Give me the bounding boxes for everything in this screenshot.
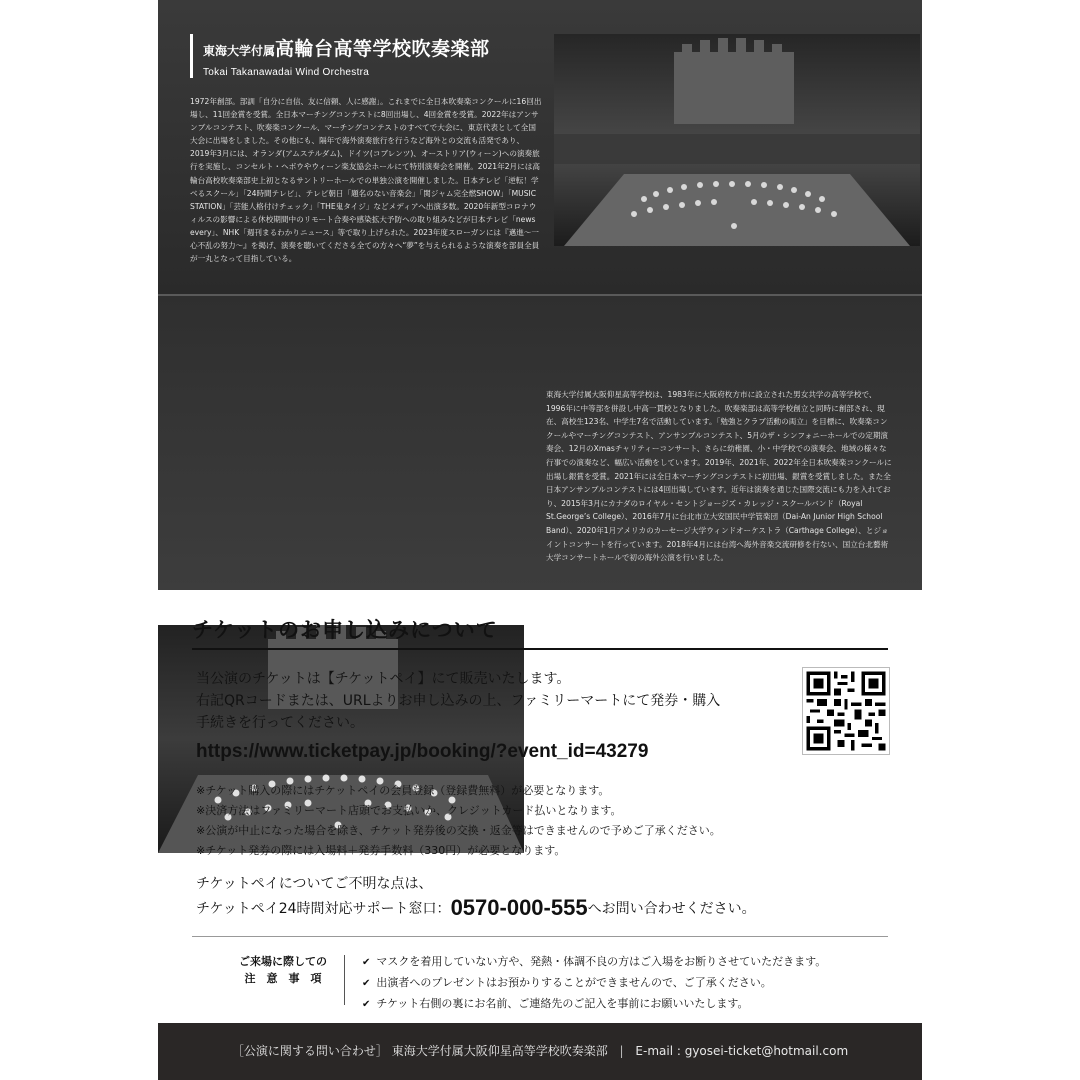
caution-heading-line-1: ご来場に際しての (239, 955, 327, 968)
band-gyosei-prefix: 東海大学付属 (570, 632, 643, 646)
ticket-support-info (196, 872, 756, 921)
ticket-note: ※チケット発券の際には入場料＋発券手数料（330円）が必要となります。 (196, 844, 566, 857)
support-label: チケットペイ24時間対応サポート窓口： (196, 901, 451, 917)
ticket-intro-line: 当公演のチケットは【チケットペイ】にて販売いたします。 (196, 671, 571, 687)
ticket-note: ※公演が中止になった場合を除き、チケット発券後の交換・返金等はできませんので予めご了承ください。 (196, 824, 721, 837)
caution-list (362, 952, 826, 1015)
ticket-note: ※決済方法はファミリーマート店頭でお支払いか、クレジットカード払いとなります。 (196, 804, 622, 817)
support-suffix: へお問い合わせください。 (587, 901, 756, 917)
caution-vertical-divider (344, 955, 345, 1005)
ticket-intro-line: 右記QRコードまたは、URLよりお申し込みの上、ファミリーマートにて発券・購入 (196, 693, 721, 709)
band-gyosei-name: 大阪仰星高等学校吹奏楽部 (642, 626, 877, 648)
band-takanawadai-prefix: 東海大学付属 (203, 44, 276, 58)
band-takanawadai-photo (554, 34, 920, 246)
footer-separator: | (619, 1044, 624, 1058)
band-takanawadai-description: 1972年創部。部訓「自分に自信、友に信頼、人に感謝」。これまでに全日本吹奏楽コンクールに16回出場し、11回金賞を受賞。全日本マーチングコンテストに8回出場し、4回金賞を受賞。2022年はアンサンブルコンテスト、吹奏楽コンクール、マーチングコンテストのすべてで大会に、東京代表として全国大会に出場をしました。その他にも、隔年で海外演奏旅行を行うなど海外との交流も活発であり、2019年3月には、オランダ(アムステルダム)、ドイツ(コブレンツ)、オーストリア(ウィーン)への演奏旅行を実施し、コンセルト・ヘボウやウィーン楽友協会ホールにて特別演奏会を開催。2021年2月には高輪台高校吹奏楽部史上初となるサントリーホールでの単独公演を開催しました。日本テレビ「逆転！学べるスクール」「24時間テレビ」、テレビ朝日「題名のない音楽会」「関ジャム完全燃SHOW」「MUSIC STATION」「芸能人格付けチェック」「THE鬼タイジ」などメディアへ出演多数。2020年新型コロナウィルスの影響による休校期間中のリモート合奏や感染拡大予防への取り組みなどが日本テレビ「news every」、NHK「週刊まるわかりニュース」等で取り上げられた。2023年度スローガンには『邁進〜一心不乱の努力〜』を掲げ、演奏を聴いてくださる全ての方々へ“夢”を与えられるような演奏を部員全員が一丸となって目指している。 (190, 97, 542, 264)
caution-item: ✔ マスクを着用していない方や、発熱・体調不良の方はご入場をお断りさせていただきます。 (362, 952, 826, 973)
footer-contact-label: ［公演に関する問い合わせ］ (231, 1044, 388, 1058)
footer-contact-bar (158, 1023, 922, 1080)
band-takanawadai-english-name: Tokai Takanawadai Wind Orchestra (203, 67, 370, 78)
support-line-1: チケットペイについてご不明な点は、 (196, 876, 433, 892)
caution-divider-rule (192, 936, 888, 937)
ticket-intro (196, 668, 756, 734)
band-gyosei-heading (571, 622, 890, 666)
band-takanawadai-section (158, 0, 922, 296)
caution-item: ✔ チケット右側の裏にお名前、ご連絡先のご記入を事前にお願いいたします。 (362, 994, 826, 1015)
caution-heading-line-2: 注 意 事 項 (244, 972, 322, 985)
ticket-note: ※チケット購入の際にはチケットペイの会員登録（登録費無料）が必要となります。 (196, 784, 610, 797)
flyer-page (158, 0, 922, 1080)
band-takanawadai-name: 高輪台高等学校吹奏楽部 (275, 38, 490, 60)
ticket-qr-code[interactable] (802, 667, 890, 755)
ticket-section-title: チケットのお申し込みについて (192, 618, 498, 642)
ticket-notes (196, 781, 721, 861)
support-phone-number[interactable]: 0570-000-555 (450, 895, 588, 920)
band-gyosei-english-name: Tokai Gyosei Symphonic Band (733, 655, 877, 666)
caution-item: ✔ 出演者へのプレゼントはお預かりすることができませんので、ご了承ください。 (362, 973, 826, 994)
ticket-intro-line: 手続きを行ってください。 (196, 715, 364, 731)
support-line-2 (196, 896, 756, 921)
band-takanawadai-heading (190, 34, 490, 78)
footer-contact-org: 東海大学付属大阪仰星高等学校吹奏楽部 (391, 1044, 608, 1058)
ticket-title-rule (192, 648, 888, 650)
caution-heading (218, 953, 348, 987)
footer-email-link[interactable]: E-mail : gyosei-ticket@hotmail.com (635, 1044, 849, 1058)
band-gyosei-description: 東海大学付属大阪仰星高等学校は、1983年に大阪府枚方市に設立された男女共学の高等学校で、1996年に中等部を併設し中高一貫校となりました。吹奏楽部は高等学校創立と同時に創部され、現在、高校生123名、中学生7名で活動しています。「勉強とクラブ活動の両立」を目標に、吹奏楽コンクールやマーチングコンテスト、アンサンブルコンテスト、5月のザ・シンフォニーホールでの定期演奏会、12月のXmasチャリティーコンサート、さらに幼稚園、小・中学校での演奏会、地域の様々な行事での演奏など、幅広い活動をしています。2019年、2021年、2022年全日本吹奏楽コンクールに出場し銀賞を受賞。2021年には全日本マーチングコンテストに初出場、銀賞を受賞しました。また全日本アンサンブルコンテストには4回出場しています。近年は演奏を通じた国際交流にも力を入れており、2015年3月にカナダのロイヤル・セントジョージズ・カレッジ・スクールバンド（Royal St.George’s College）、2016年7月に台北市立大安国民中学管楽団（Dai-An Junior High School Band）、2020年1月アメリカのカーセージ大学ウィンドオーケストラ（Carthage College）、とジョイントコンサートを行っています。2018年4月には台湾へ海外音楽交流研修を行ない、国立台北藝術大学コンサートホールで初の海外公演を行いました。 (546, 390, 892, 563)
ticket-url-link[interactable]: https://www.ticketpay.jp/booking/?event_id=43279 (196, 741, 649, 762)
